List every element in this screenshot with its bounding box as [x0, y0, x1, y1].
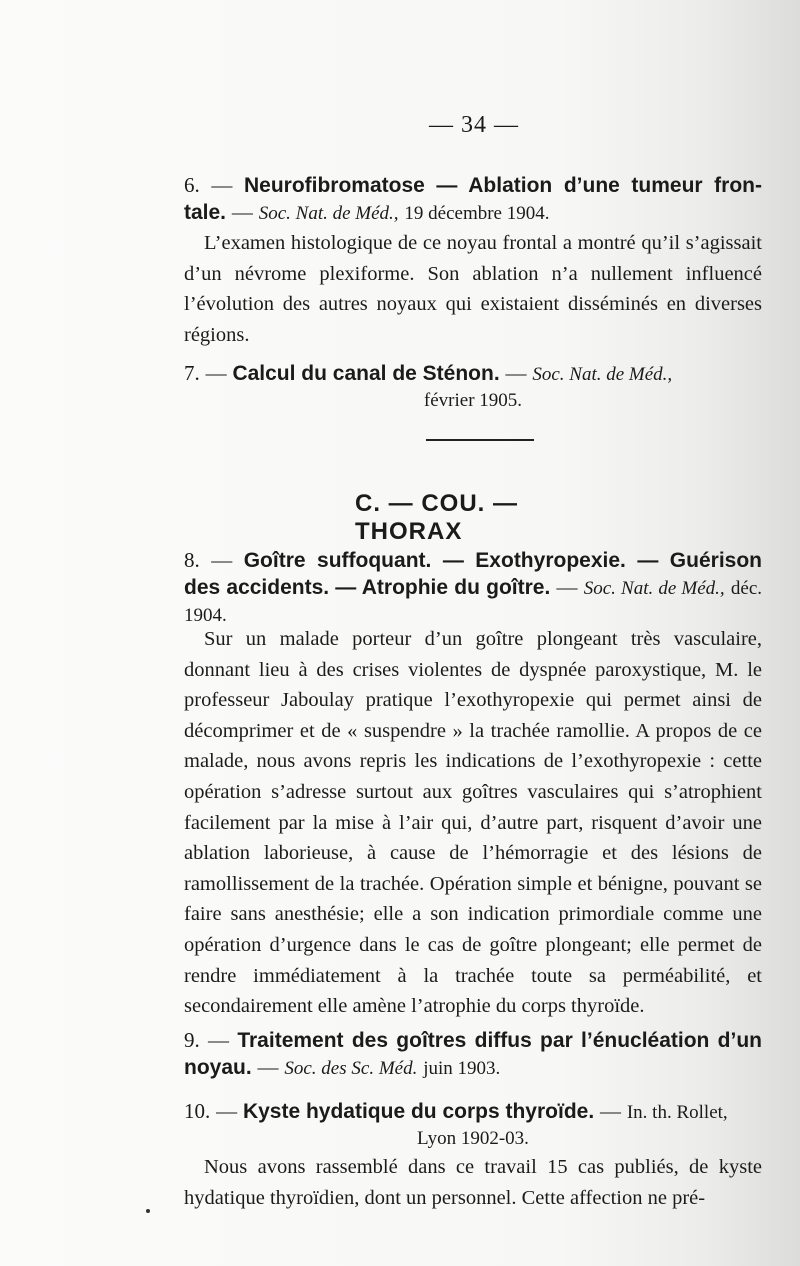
- entry-title: [184, 547, 762, 629]
- dash: —: [211, 548, 233, 572]
- dash: —: [208, 1028, 230, 1052]
- entry-source: In. th. Rollet,: [626, 1102, 728, 1123]
- section-heading: C. — COU. — THORAX: [355, 490, 519, 545]
- dash: —: [216, 1099, 238, 1123]
- entry-number: 10.: [184, 1099, 211, 1123]
- dash: —: [257, 1055, 279, 1079]
- paragraph-10: Nous avons rassemblé dans ce travail 15 cas publiés, de kyste hydatique thyroïdien, dont un personnel. Cette affection ne pré-: [184, 1156, 762, 1209]
- ink-speck: [146, 1209, 150, 1213]
- entry-source: Soc. Nat. de Méd.,: [583, 578, 725, 599]
- entry-title: [184, 172, 762, 227]
- entry-heading: Traitement des goîtres diffus par l’énucléation d’un noyau.: [184, 1029, 762, 1079]
- entry-6: [184, 172, 762, 227]
- entry-9: [184, 1027, 762, 1082]
- entry-date: juin 1903.: [423, 1058, 501, 1079]
- entry-title: [184, 1027, 762, 1082]
- entry-date: février 1905.: [423, 390, 523, 411]
- dash: —: [505, 361, 527, 385]
- entry-source: Soc. Nat. de Méd.,: [258, 203, 399, 224]
- entry-title: [184, 360, 762, 414]
- page-number: — 34 —: [429, 112, 519, 138]
- entry-date: Lyon 1902-03.: [417, 1128, 529, 1149]
- dash: —: [231, 200, 253, 224]
- paragraph-8: Sur un malade porteur d’un goître plongeant très vasculaire, donnant lieu à des crises violentes de dyspnée paroxystique, M. le professeur Jaboulay pratique l’exothyropexie qui permet ainsi de décomprimer et de « suspendre » la trachée ramollie. A propos de ce malade, nous avons repris les indications de l’exothyropexie : cette opération s’adresse surtout aux goîtres vasculaires qui s’atrophient facilement par la mise à l’air qui, d’autre part, risquent d’avoir une ablation laborieuse, à cause de l’hémorragie et des lésions de ramollissement de la trachée. Opération simple et bénigne, pouvant se faire sans anesthésie; elle a son indication primordiale comme une opération d’urgence dans le cas de goître plongeant; elle permet de rendre immédiatement à la trachée toute sa perméabilité, et secondairement elle amène l’atrophie du corps thyroïde.: [184, 628, 762, 1018]
- entry-title: [184, 1098, 762, 1152]
- entry-10: [184, 1098, 762, 1152]
- entry-number: 7.: [184, 361, 200, 385]
- entry-source: Soc. Nat. de Méd.,: [532, 364, 673, 385]
- paragraph-6: L’examen histologique de ce noyau frontal a montré qu’il s’agissait d’un névrome plexiforme. Son ablation n’a nullement influencé l’évolution des autres noyaux qui existaient disséminés en diverses régions.: [184, 232, 762, 346]
- entry-date: 19 décembre 1904.: [404, 203, 550, 224]
- entry-source: Soc. des Sc. Méd.: [284, 1058, 418, 1079]
- entry-number: 6.: [184, 173, 200, 197]
- dash: —: [211, 173, 233, 197]
- entry-heading: Kyste hydatique du corps thyroïde.: [242, 1100, 595, 1123]
- entry-heading: Goître suffoquant. — Exothyropexie. — Guérison des accidents. — Atrophie du goître.: [184, 549, 762, 599]
- entry-heading: Neurofibromatose — Ablation d’une tumeur fron-tale.: [184, 174, 762, 224]
- entry-7: [184, 360, 762, 414]
- entry-8: [184, 547, 762, 629]
- entry-number: 9.: [184, 1028, 200, 1052]
- dash: —: [600, 1099, 622, 1123]
- divider-rule: [426, 439, 534, 441]
- dash: —: [205, 361, 227, 385]
- entry-heading: Calcul du canal de Sténon.: [232, 362, 500, 385]
- dash: —: [556, 575, 578, 599]
- entry-date: déc. 1904.: [184, 578, 763, 626]
- entry-number: 8.: [184, 548, 200, 572]
